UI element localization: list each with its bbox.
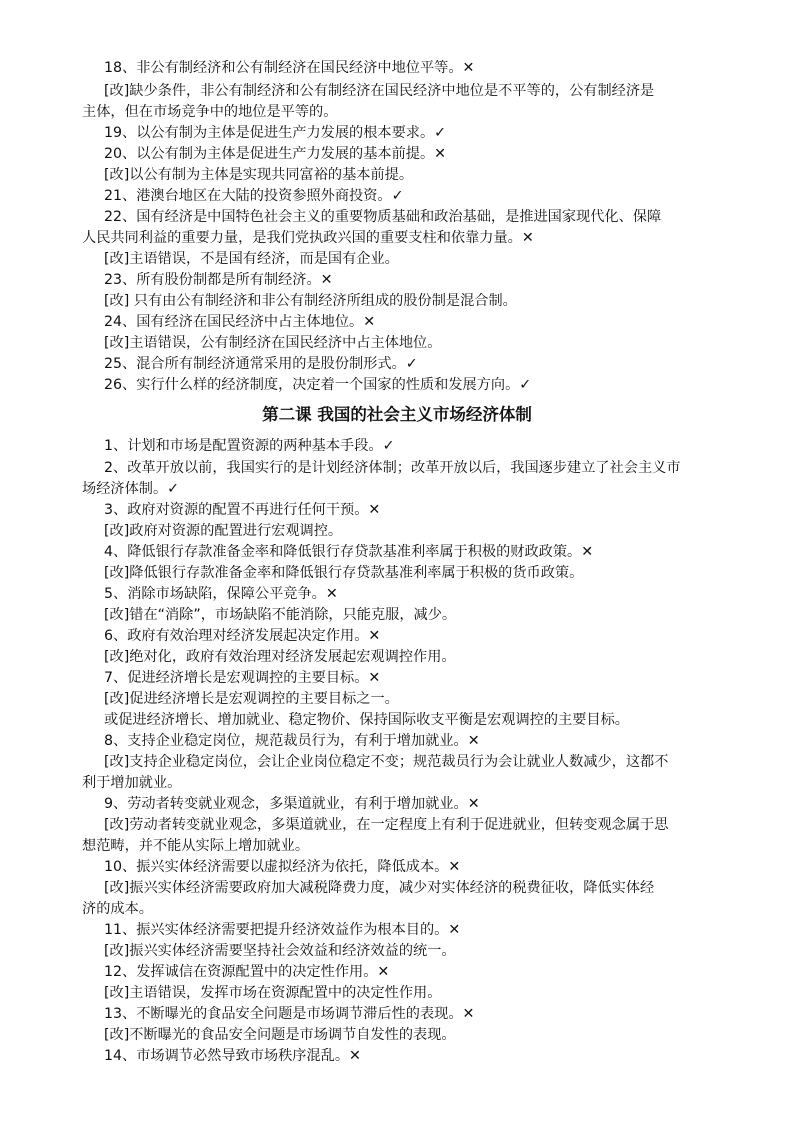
- correction-11: [改]振兴实体经济需要坚持社会效益和经济效益的统一。: [104, 943, 456, 959]
- correction-13: [改]不断曝光的食品安全问题是市场调节自发性的表现。: [104, 1027, 456, 1043]
- item-8: 8、支持企业稳定岗位，规范裁员行为，有利于增加就业。✕: [104, 733, 480, 749]
- correction-3: [改]政府对资源的配置进行宏观调控。: [104, 523, 343, 539]
- item-22-line-2: 人民共同利益的重要力量，是我们党执政兴国的重要支柱和依靠力量。✕: [82, 230, 534, 246]
- item-10: 10、振兴实体经济需要以虚拟经济为依托，降低成本。✕: [104, 859, 461, 875]
- correction-8-line-1: [改]支持企业稳定岗位，会让企业岗位稳定不变；规范裁员行为会让就业人数减少，这都不: [104, 754, 669, 770]
- item-21: 21、港澳台地区在大陆的投资参照外商投资。✓: [104, 188, 404, 204]
- item-19: 19、以公有制为主体是促进生产力发展的根本要求。✓: [104, 125, 447, 141]
- correction-7: [改]促进经济增长是宏观调控的主要目标之一。: [104, 691, 399, 707]
- correction-20: [改]以公有制为主体是实现共同富裕的基本前提。: [104, 167, 414, 183]
- correction-6: [改]绝对化，政府有效治理对经济发展起宏观调控作用。: [104, 649, 456, 665]
- correction-18-line-2: 主体，但在市场竞争中的地位是平等的。: [82, 104, 338, 120]
- lesson-heading: 第二课 我国的社会主义市场经济体制: [262, 405, 532, 424]
- item-1: 1、计划和市场是配置资源的两种基本手段。✓: [104, 438, 395, 454]
- correction-5: [改]错在“消除”，市场缺陷不能消除，只能克服，减少。: [104, 607, 457, 623]
- correction-4: [改]降低银行存款准备金率和降低银行存贷款基准利率属于积极的货币政策。: [104, 565, 584, 581]
- correction-12: [改]主语错误，发挥市场在资源配置中的决定性作用。: [104, 985, 442, 1001]
- item-7: 7、促进经济增长是宏观调控的主要目标。✕: [104, 670, 381, 686]
- correction-18-line-1: [改]缺少条件，非公有制经济和公有制经济在国民经济中地位是不平等的，公有制经济是: [104, 83, 655, 99]
- correction-7-alt: 或促进经济增长、增加就业、稳定物价、保持国际收支平衡是宏观调控的主要目标。: [104, 712, 629, 728]
- correction-9-line-2: 想范畴，并不能从实际上增加就业。: [82, 838, 310, 854]
- correction-9-line-1: [改]劳动者转变就业观念，多渠道就业，在一定程度上有利于促进就业，但转变观念属于思: [104, 817, 669, 833]
- item-25: 25、混合所有制经济通常采用的是股份制形式。✓: [104, 356, 418, 372]
- item-23: 23、所有股份制都是所有制经济。✕: [104, 272, 333, 288]
- item-22-line-1: 22、国有经济是中国特色社会主义的重要物质基础和政治基础，是推进国家现代化、保障: [104, 209, 662, 225]
- item-6: 6、政府有效治理对经济发展起决定作用。✕: [104, 628, 381, 644]
- item-4: 4、降低银行存款准备金率和降低银行存贷款基准利率属于积极的财政政策。✕: [104, 544, 594, 560]
- item-13: 13、不断曝光的食品安全问题是市场调节滞后性的表现。✕: [104, 1006, 475, 1022]
- correction-22: [改]主语错误，不是国有经济，而是国有企业。: [104, 251, 399, 267]
- item-14: 14、市场调节必然导致市场秩序混乱。✕: [104, 1048, 361, 1064]
- item-2-line-1: 2、改革开放以前，我国实行的是计划经济体制；改革开放以后，我国逐步建立了社会主义市: [104, 460, 681, 476]
- item-2-line-2: 场经济体制。✓: [82, 481, 180, 497]
- correction-8-line-2: 利于增加就业。: [82, 775, 182, 791]
- correction-10-line-1: [改]振兴实体经济需要政府加大减税降费力度，减少对实体经济的税费征收，降低实体经: [104, 880, 655, 896]
- item-3: 3、政府对资源的配置不再进行任何干预。✕: [104, 502, 381, 518]
- item-24: 24、国有经济在国民经济中占主体地位。✕: [104, 314, 376, 330]
- item-9: 9、劳动者转变就业观念，多渠道就业，有利于增加就业。✕: [104, 796, 480, 812]
- item-26: 26、实行什么样的经济制度，决定着一个国家的性质和发展方向。✓: [104, 377, 532, 393]
- correction-24: [改]主语错误，公有制经济在国民经济中占主体地位。: [104, 335, 442, 351]
- correction-10-line-2: 济的成本。: [82, 901, 153, 917]
- item-11: 11、振兴实体经济需要把提升经济效益作为根本目的。✕: [104, 922, 461, 938]
- item-20: 20、以公有制为主体是促进生产力发展的基本前提。✕: [104, 146, 447, 162]
- item-12: 12、发挥诚信在资源配置中的决定性作用。✕: [104, 964, 390, 980]
- item-5: 5、消除市场缺陷，保障公平竞争。✕: [104, 586, 338, 602]
- item-18: 18、非公有制经济和公有制经济在国民经济中地位平等。✕: [104, 60, 475, 76]
- correction-23: [改] 只有由公有制经济和非公有制经济所组成的股份制是混合制。: [104, 293, 517, 309]
